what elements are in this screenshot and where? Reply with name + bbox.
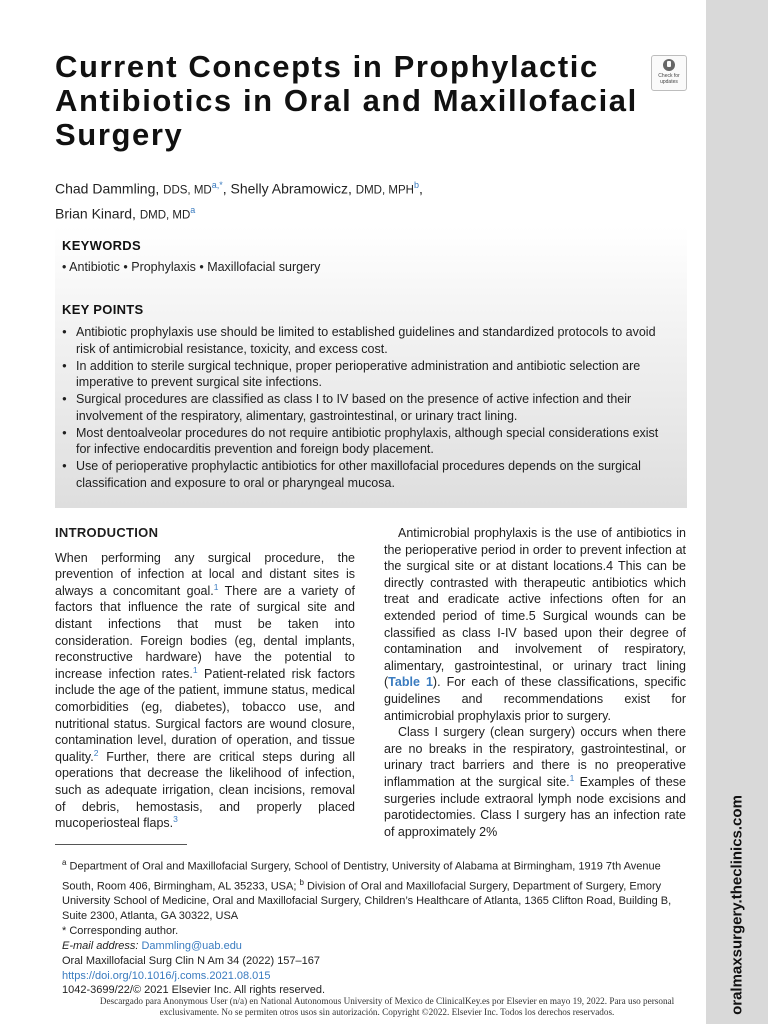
author-degrees: DMD, MD [139,209,191,222]
reference-link[interactable]: 1 [213,581,219,592]
author-affiliation[interactable]: a [190,204,196,215]
text-run: ). For each of these classifications, specific guidelines and recommendations exist for antimicrobial prophylaxis prior to surgery. [384,675,686,723]
author-affiliation[interactable]: b [413,180,419,190]
email-line [62,939,686,954]
body-column-right [384,525,686,840]
key-point-item: ● In addition to sterile surgical technique, proper perioperative administration and antibiotic selection are imperative to prevent surgical site infections. [62,358,672,391]
author-affiliation[interactable]: a,* [211,180,223,190]
corresponding-author: * Corresponding author. [62,925,179,938]
key-point-item: ● Surgical procedures are classified as class I to IV based on the presence of active infection and their involvement of the respiratory, alimentary, gastrointestinal, or urinary tract lining. [62,391,672,424]
journal-citation: Oral Maxillofacial Surg Clin N Am 34 (2022) 157–167 [62,955,321,967]
journal-url-text[interactable]: oralmaxsurgery.theclinics.com [728,795,746,1015]
key-points-list [62,324,672,492]
keywords-heading: KEYWORDS [62,238,141,253]
introduction-heading: INTRODUCTION [55,525,159,540]
text-run: Further, there are critical steps during all operations that decrease the likelihood of infection, such as adequate irrigation, clean incisions, removal of debris, hemostasis, and properly placed mucoperiosteal flaps. [55,749,355,831]
affiliations [62,855,686,924]
text-run: Patient-related risk factors include the age of the patient, immune status, medical comorbidities (eg, diabetes), tobacco use, and nutritional status. Surgical factors are wound closure, contamination level, duration of operation, and tissue quality. [55,666,356,764]
intro-paragraph-2 [384,525,686,724]
intro-paragraph-1 [55,550,355,832]
author-line-1: Chad Dammling, DDS, $MD^{a,*}$, Shelly Abramowicz, DMD, MPH$^b$, [55,180,423,197]
intro-paragraph-3 [384,724,686,840]
author-degrees: DMD, MPH [355,184,414,197]
bookmark-icon [663,59,675,71]
check-for-updates-badge[interactable] [651,55,687,91]
article-title: Current Concepts in Prophylactic Antibiotics in Oral and Maxillofacial Surgery [55,49,638,152]
reference-link[interactable]: 2 [93,747,99,758]
check-for-updates-label: Check for updates [658,73,680,85]
body-column-left [55,525,355,832]
keyword-item: Maxillofacial surgery [207,260,321,274]
key-point-item: ● Use of perioperative prophylactic antibiotics for other maxillofacial procedures depends on the surgical classification and exposure to oral or pharyngeal mucosa. [62,458,672,491]
author-line-2: Brian Kinard, DMD, $MD^a$ [55,204,196,222]
footnotes [62,855,686,954]
copyright-line: 1042-3699/22/© 2021 Elsevier Inc. All rights reserved. [62,984,326,996]
reference-link[interactable]: 3 [173,813,178,824]
text-run: Class I surgery (clean surgery) occurs when there are no breaks in the respiratory, gastrointestinal, or urinary tract barriers and there is no preoperative inflammation at the surgical site. [384,725,686,789]
author-name: Chad Dammling [55,180,156,197]
author-degrees: DDS, MD [163,184,212,197]
key-point-item: ● Antibiotic prophylaxis use should be limited to established guidelines and standardized protocols to avoid risk of antimicrobial resistance, toxicity, and excess cost. [62,324,672,357]
journal-url-vertical[interactable] [706,790,768,1020]
citation-block [62,954,462,998]
author-name: Shelly Abramowicz [230,180,349,197]
reference-link[interactable]: 1 [569,772,575,783]
download-notice: Descargado para Anonymous User (n/a) en National Autonomous University of Mexico de ClinicalKey.es por Elsevier en mayo 19, 2022. Para uso personal exclusivamente. No se permiten otros usos sin autorización. Copyright ©2022. Elsevier Inc. Todos los derechos reservados. [99,996,675,1017]
text-run: Examples of these surgeries include extraoral lymph node excisions and parotidectomies. Class I surgery has an infection rate of approximately 2% [384,774,686,839]
footnote-mark: b [299,877,304,887]
footnote-mark: a [62,858,67,867]
text-run: Antimicrobial prophylaxis is the use of antibiotics in the perioperative period in order to prevent infection at the surgical site or at distant locations.4 This can be directly contrasted with therapeutic antibiotics which treat and eradicate active infections often for an extended period of time.5 Surgical wounds can be classified as class I-IV based upon their degree of contamination and involvement of respiratory, alimentary, gastrointestinal, or urinary tract lining ( [384,526,686,690]
table-link[interactable]: Table 1 [388,675,433,690]
author-list [55,176,695,225]
keyword-item: Antibiotic [69,260,120,274]
affiliation-b: Division of Oral and Maxillofacial Surgery, Department of Surgery, Emory University School of Medicine, Oral and Maxillofacial Surgery, Children’s Healthcare of Atlanta, 1365 Clifton Road, Building B, Suite 2300, Atlanta, GA 30322, USA [62,880,672,923]
footnote-divider [55,844,187,845]
text-run: There are a variety of factors that influence the rate of surgical site and distant infections that must be taken into consideration. Foreign bodies (eg, dental implants, reconstructive hardware) have the potential to increase infection rates. [55,583,355,681]
email-label: E-mail address: [62,940,139,953]
key-point-item: ● Most dentoalveolar procedures do not require antibiotic prophylaxis, although special considerations exist for infective endocarditis prevention and foreign body placement. [62,425,672,458]
author-name: Brian Kinard [55,205,133,222]
email-link[interactable]: Dammling@uab.edu [141,940,242,953]
affiliation-a: Department of Oral and Maxillofacial Surgery, School of Dentistry, University of Alabama at Birmingham, 1919 7th Avenue South, Room 406, Birmingham, AL 35233, USA; [62,860,661,893]
keywords-list: • Antibiotic • Prophylaxis • Maxillofacial surgery [62,260,321,274]
key-points-heading: KEY POINTS [62,302,144,317]
reference-link[interactable]: 1 [192,664,198,675]
text-run: When performing any surgical procedure, the prevention of infection at local and distant sites is always a concomitant goal. [55,550,355,598]
doi-link[interactable]: https://doi.org/10.1016/j.coms.2021.08.015 [62,969,271,982]
keyword-item: Prophylaxis [131,260,196,274]
